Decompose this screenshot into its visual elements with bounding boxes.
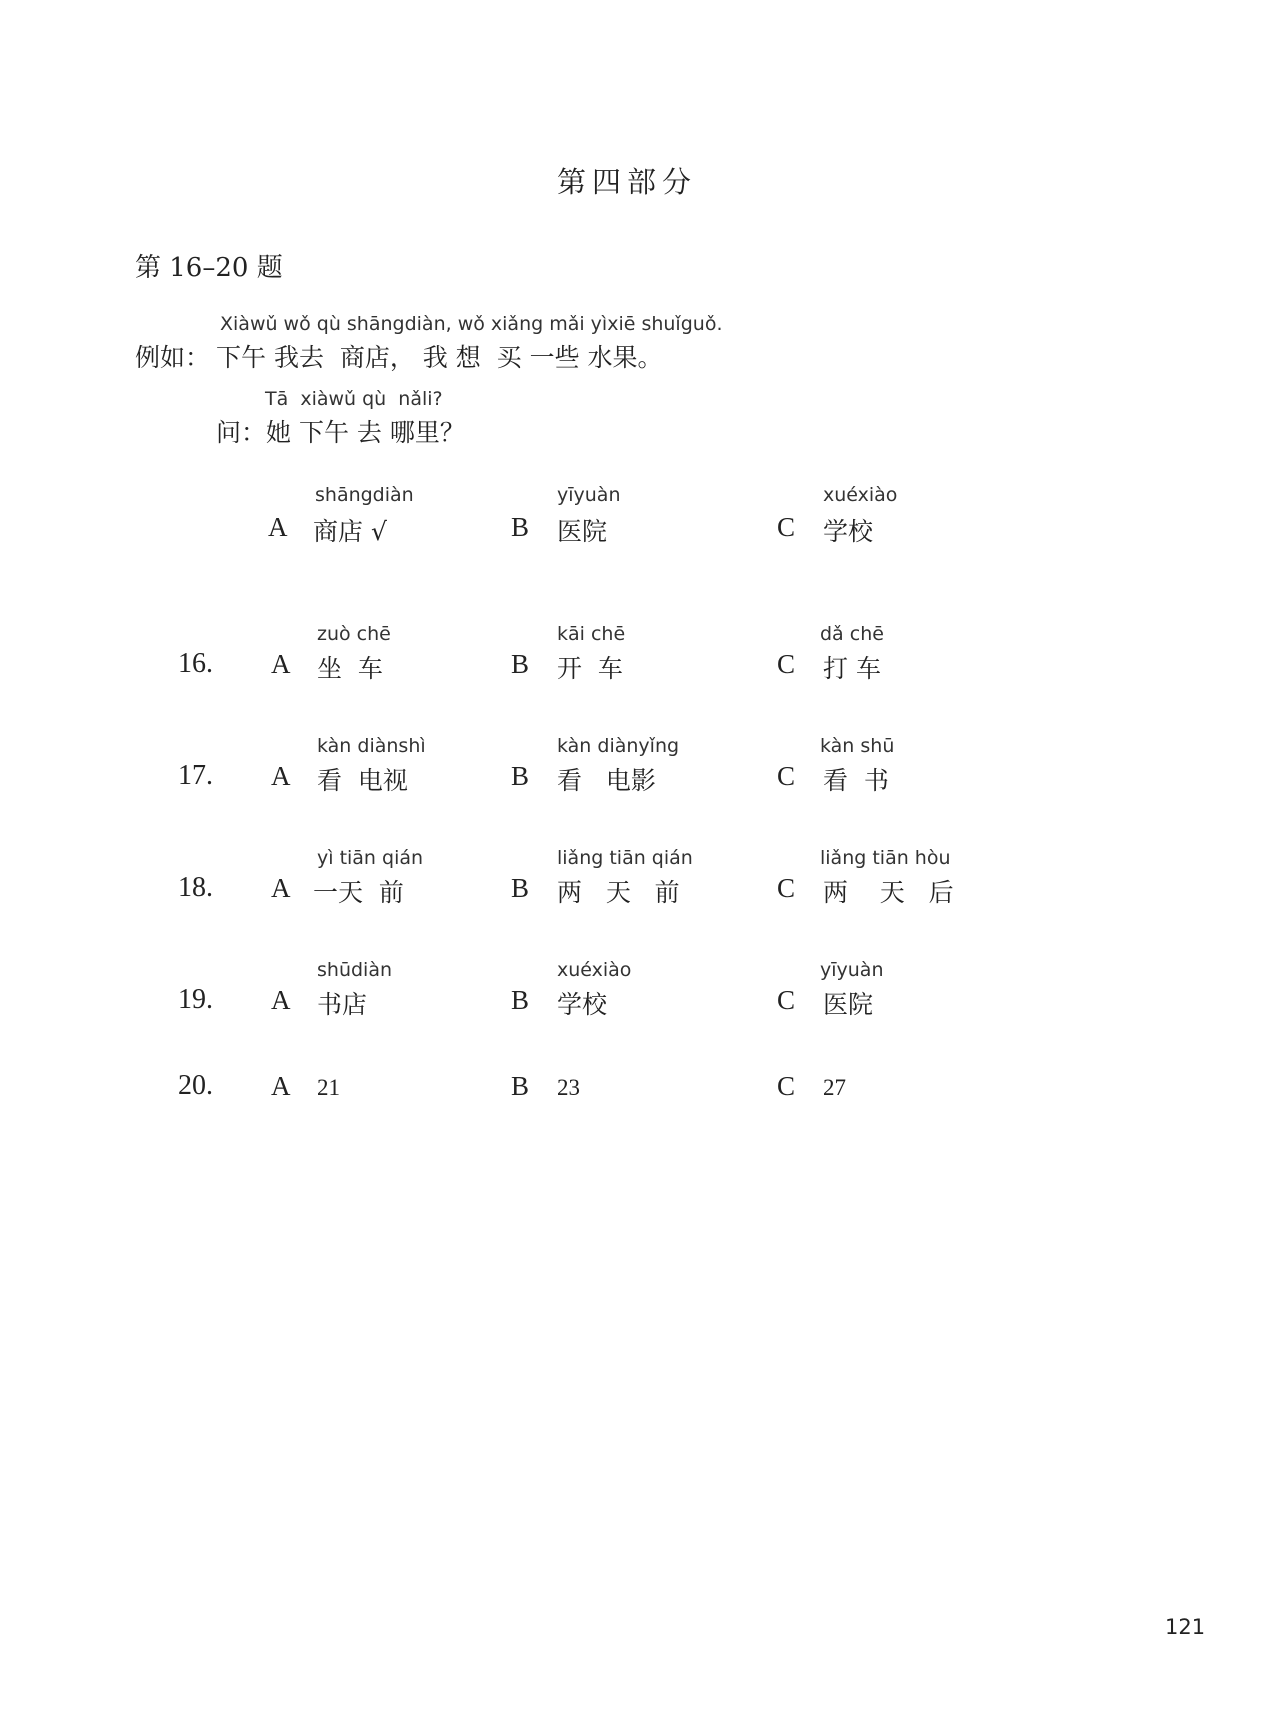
q17-option-a-text: 看 电视: [317, 766, 408, 795]
q17-option-b-letter: B: [511, 761, 530, 791]
q19-option-c-pinyin: yīyuàn: [820, 959, 884, 981]
q20-option-a-text: 21: [317, 1075, 340, 1100]
q17-option-b-pinyin: kàn diànyǐng: [557, 735, 680, 757]
q16-option-b-pinyin: kāi chē: [557, 623, 626, 645]
q16-option-a-pinyin: zuò chē: [317, 623, 391, 645]
q16-option-b-letter: B: [511, 649, 530, 679]
q16-option-a-text: 坐 车: [317, 654, 383, 683]
example-sentence: 下午 我去 商店， 我 想 买 一些 水果。: [216, 343, 663, 372]
section-title: 第四部分: [557, 165, 698, 199]
example-option-b-text: 医院: [557, 517, 608, 546]
example-option-c-pinyin: xuéxiào: [823, 484, 898, 506]
question-number-19: 19.: [178, 984, 213, 1015]
example-label: 例如：: [135, 343, 211, 372]
q18-option-a-pinyin: yì tiān qián: [317, 847, 424, 869]
q16-option-a-letter: A: [271, 649, 291, 679]
q17-option-a-letter: A: [271, 761, 291, 791]
q19-option-a-text: 书店: [317, 990, 368, 1019]
question-number-20: 20.: [178, 1070, 213, 1101]
q18-option-c-letter: C: [777, 873, 796, 903]
q19-option-c-letter: C: [777, 985, 796, 1015]
q16-option-c-text: 打 车: [823, 654, 881, 683]
q20-option-b-letter: B: [511, 1071, 530, 1101]
page-number: 121: [1165, 1615, 1206, 1639]
q17-option-c-letter: C: [777, 761, 796, 791]
q18-option-a-text: 一天 前: [313, 878, 404, 907]
q18-option-c-pinyin: liǎng tiān hòu: [820, 847, 951, 869]
example-option-b-letter: B: [511, 512, 530, 542]
q19-option-a-letter: A: [271, 985, 291, 1015]
example-option-c-letter: C: [777, 512, 796, 542]
example-option-a-text: 商店 √: [313, 517, 387, 546]
q16-option-c-letter: C: [777, 649, 796, 679]
q18-option-b-letter: B: [511, 873, 530, 903]
question-number-17: 17.: [178, 760, 213, 791]
example-question-pinyin: Tā xiàwǔ qù nǎli?: [265, 388, 443, 410]
example-option-a-letter: A: [268, 512, 288, 542]
q18-option-c-text: 两 天 后: [823, 878, 954, 907]
q20-option-c-letter: C: [777, 1071, 796, 1101]
q20-option-a-letter: A: [271, 1071, 291, 1101]
question-number-16: 16.: [178, 648, 213, 679]
q19-option-b-text: 学校: [557, 990, 608, 1019]
q19-option-c-text: 医院: [823, 990, 874, 1019]
example-question: 问：她 下午 去 哪里？: [216, 418, 465, 447]
example-option-c-text: 学校: [823, 517, 874, 546]
q18-option-b-pinyin: liǎng tiān qián: [557, 847, 693, 869]
q19-option-b-letter: B: [511, 985, 530, 1015]
q20-option-b-text: 23: [557, 1075, 580, 1100]
q16-option-c-pinyin: dǎ chē: [820, 623, 884, 645]
q17-option-c-text: 看 书: [823, 766, 889, 795]
q17-option-c-pinyin: kàn shū: [820, 735, 895, 757]
question-number-18: 18.: [178, 872, 213, 903]
example-pinyin: Xiàwǔ wǒ qù shāngdiàn, wǒ xiǎng mǎi yìxiē shuǐguǒ.: [220, 313, 723, 335]
example-option-b-pinyin: yīyuàn: [557, 484, 621, 506]
q18-option-b-text: 两 天 前: [557, 878, 680, 907]
instruction-heading: 第 16–20 题: [135, 253, 283, 283]
q19-option-b-pinyin: xuéxiào: [557, 959, 632, 981]
q20-option-c-text: 27: [823, 1075, 846, 1100]
example-option-a-pinyin: shāngdiàn: [315, 484, 414, 506]
q17-option-b-text: 看 电影: [557, 766, 656, 795]
q19-option-a-pinyin: shūdiàn: [317, 959, 393, 981]
q18-option-a-letter: A: [271, 873, 291, 903]
q17-option-a-pinyin: kàn diànshì: [317, 735, 426, 757]
q16-option-b-text: 开 车: [557, 654, 623, 683]
